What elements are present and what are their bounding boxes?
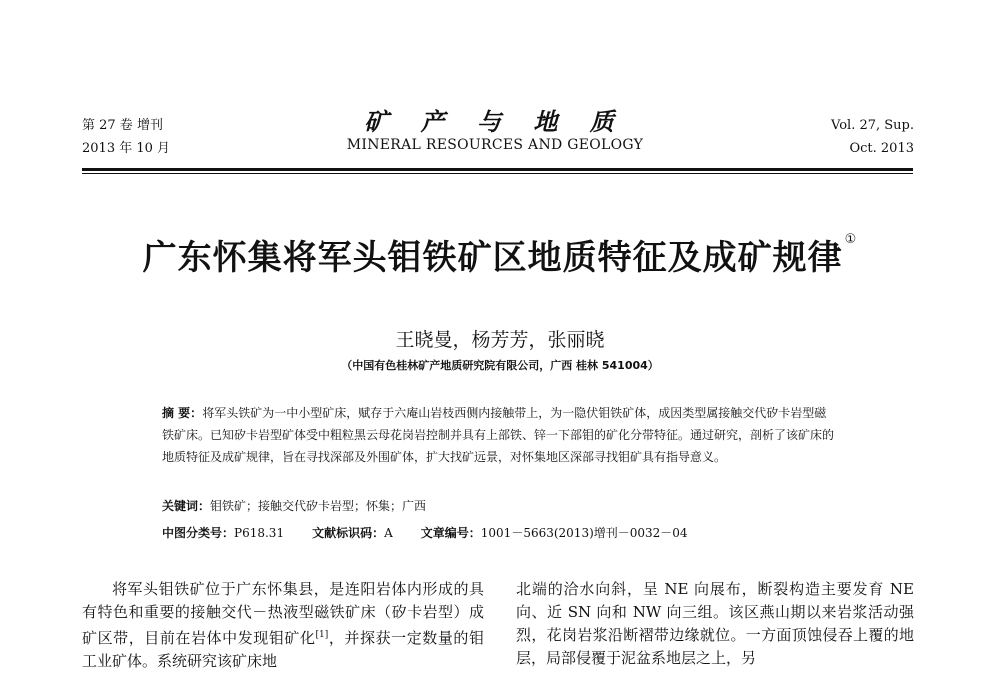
citation-ref: [1] — [315, 630, 329, 640]
body-column-left — [82, 578, 484, 673]
body-left-text: 将军头钼铁矿位于广东怀集县，是连阳岩体内形成的具有特色和重要的接触交代－热液型磁铁矿床（矽卡岩型）成矿区带，目前在岩体中发现钼矿化 — [82, 580, 484, 647]
body-column-right — [516, 578, 914, 670]
doc-code-label: 文献标识码： — [312, 526, 385, 540]
journal-title-cn: 矿 产 与 地 质 — [364, 107, 626, 136]
date-en: Oct. 2013 — [849, 141, 914, 156]
keywords-text: 钼铁矿；接触交代矽卡岩型；怀集；广西 — [210, 499, 427, 513]
date-cn: 2013 年 10 月 — [82, 141, 171, 156]
journal-title-en: MINERAL RESOURCES AND GEOLOGY — [346, 137, 644, 153]
title-footnote-mark: ① — [844, 232, 858, 247]
body-left-text-end: ，并探获一定数量的钼工业矿体。系统研究该矿床地 — [82, 629, 484, 670]
article-id-value: 1001－5663(2013)增刊－0032－04 — [480, 526, 688, 540]
abstract — [162, 402, 834, 468]
abstract-label: 摘 要： — [162, 406, 203, 420]
volume-en: Vol. 27, Sup. — [831, 118, 914, 133]
clc-label: 中图分类号： — [162, 526, 235, 540]
header-right — [831, 114, 914, 160]
body-right-text: 北端的洽水向斜，呈 NE 向展布，断裂构造主要发育 NE 向、近 SN 向和 NW 向三组。该区燕山期以来岩浆活动强烈，花岗岩浆沿断褶带边缘就位。一方面顶蚀侵吞上覆的地层，局部侵覆于泥盆系地层之上，另 — [516, 580, 914, 667]
doc-code-value: A — [384, 526, 393, 540]
abstract-text: 将军头铁矿为一中小型矿床，赋存于六庵山岩枝西侧内接触带上，为一隐伏钼铁矿体，成因类型属接触交代矽卡岩型磁铁矿床。已知矽卡岩型矿体受中粗粒黑云母花岗岩控制并具有上部铁、锌一下部钼的矿化分带特征。通过研究，剖析了该矿床的地质特征及成矿规律，旨在寻找深部及外围矿体，扩大找矿远景，对怀集地区深部寻找钼矿具有指导意义。 — [162, 406, 835, 464]
header-rule-thin — [82, 173, 913, 174]
volume-cn: 第 27 卷 增刊 — [82, 118, 163, 133]
affiliation: （中国有色桂林矿产地质研究院有限公司，广西 桂林 541004） — [341, 359, 659, 372]
classification-line — [162, 524, 688, 541]
article-title-text: 广东怀集将军头钼铁矿区地质特征及成矿规律 — [142, 238, 843, 278]
header-rule-thick — [82, 168, 913, 171]
article-id-label: 文章编号： — [420, 526, 481, 540]
keywords — [162, 497, 426, 514]
authors: 王晓曼，杨芳芳，张丽晓 — [395, 329, 605, 351]
clc-value: P618.31 — [234, 526, 285, 540]
journal-masthead — [330, 108, 660, 154]
keywords-label: 关键词： — [162, 499, 211, 513]
header-left — [82, 114, 170, 160]
article-title — [0, 230, 1000, 279]
